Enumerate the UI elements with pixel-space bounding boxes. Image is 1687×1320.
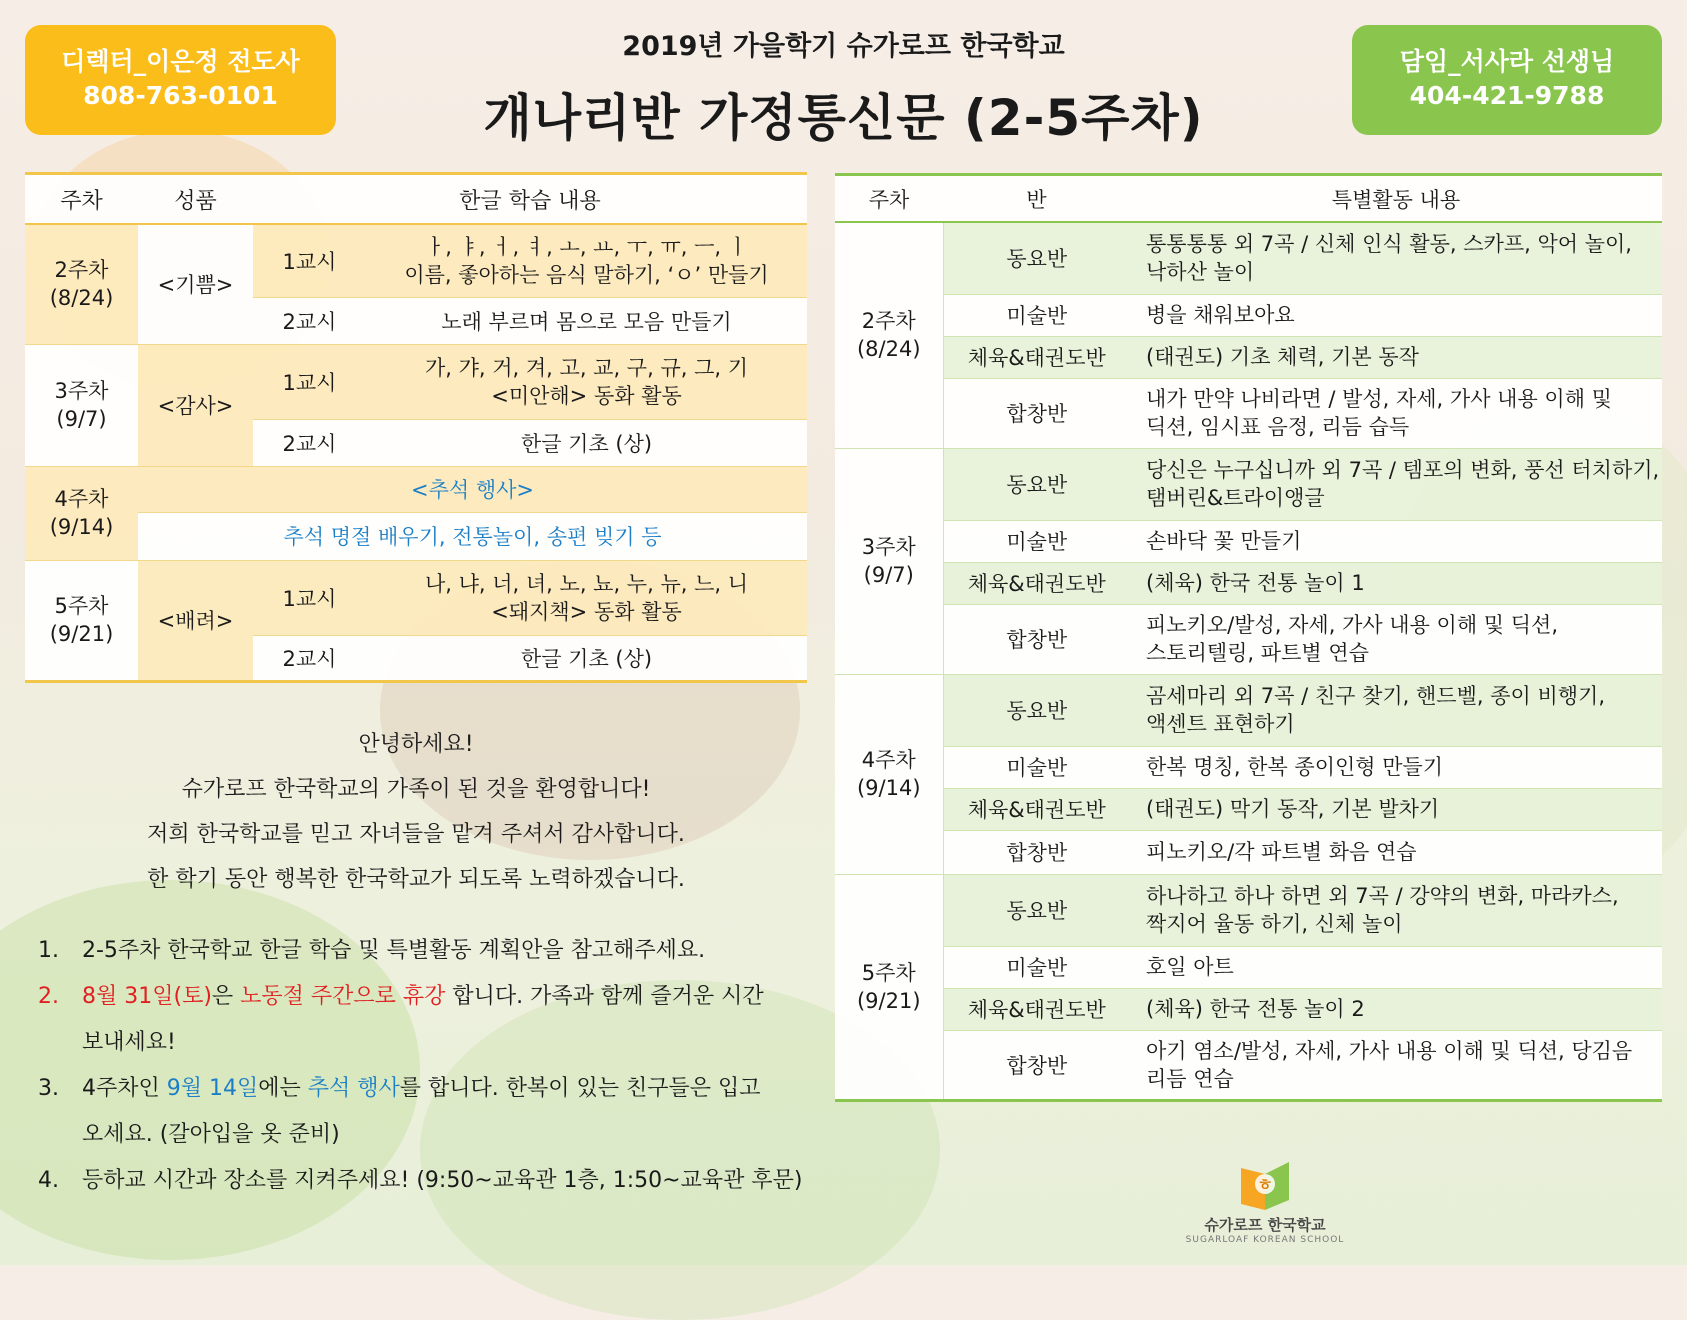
week-cell bbox=[25, 224, 138, 344]
week-date: (8/24) bbox=[49, 286, 114, 311]
notice-item bbox=[38, 1066, 828, 1158]
chuseok-event-desc: 추석 명절 배우기, 전통놀이, 송편 빚기 등 bbox=[138, 512, 807, 560]
activity-content bbox=[1130, 604, 1662, 674]
week-cell bbox=[835, 874, 943, 1100]
period-label: 1교시 bbox=[253, 560, 366, 635]
teacher-phone: 404-421-9788 bbox=[1409, 81, 1605, 110]
notice-text: 에는 bbox=[258, 1076, 308, 1101]
class-name: 미술반 bbox=[943, 520, 1130, 562]
notice-date: 8월 31일(토) bbox=[82, 984, 212, 1009]
header-class: 반 bbox=[943, 175, 1130, 223]
class-name: 체육&태권도반 bbox=[943, 988, 1130, 1030]
activity-line: 한복 명칭, 한복 종이인형 만들기 bbox=[1146, 755, 1444, 779]
activity-line: 피노키오/각 파트별 화음 연습 bbox=[1146, 840, 1417, 864]
week-date: (9/7) bbox=[56, 407, 107, 431]
activity-row bbox=[835, 1030, 1662, 1100]
activity-content bbox=[1130, 448, 1662, 520]
activity-line: 탬버린&트라이앵글 bbox=[1146, 486, 1325, 510]
notice-number: 4. bbox=[38, 1168, 59, 1193]
activity-content bbox=[1130, 874, 1662, 946]
week-date: (9/14) bbox=[49, 515, 114, 539]
activity-row bbox=[835, 378, 1662, 448]
week-label: 5주차 bbox=[861, 960, 916, 985]
week-label: 2주차 bbox=[54, 258, 109, 283]
notice-item bbox=[38, 928, 828, 974]
lesson-content: 노래 부르며 몸으로 모음 만들기 bbox=[366, 297, 807, 344]
school-logo bbox=[1175, 1150, 1355, 1245]
class-name: 미술반 bbox=[943, 946, 1130, 988]
lesson-content bbox=[366, 224, 807, 297]
lesson-line: 가, 갸, 거, 겨, 고, 교, 구, 규, 그, 기 bbox=[424, 355, 748, 380]
activity-line: 손바닥 꽃 만들기 bbox=[1146, 529, 1302, 553]
activity-content bbox=[1130, 988, 1662, 1030]
greeting-line: 저희 한국학교를 믿고 자녀들을 맡겨 주셔서 감사합니다. bbox=[147, 822, 685, 847]
lesson-content: 한글 기초 (상) bbox=[366, 635, 807, 681]
lesson-content bbox=[366, 560, 807, 635]
lesson-line: ㅏ, ㅑ, ㅓ, ㅕ, ㅗ, ㅛ, ㅜ, ㅠ, ㅡ, ㅣ bbox=[424, 234, 748, 259]
notice-text: 를 합니다. 한복이 있는 친구들은 입고 bbox=[399, 1076, 761, 1101]
week-cell bbox=[25, 344, 138, 466]
activity-line: 내가 만약 나비라면 / 발성, 자세, 가사 내용 이해 및 bbox=[1146, 387, 1612, 411]
notice-holiday: 노동절 주간으로 휴강 bbox=[240, 984, 446, 1009]
lesson-content bbox=[366, 344, 807, 419]
greeting-line: 안녕하세요! bbox=[358, 732, 474, 757]
notice-text: 2-5주차 한국학교 한글 학습 및 특별활동 계획안을 참고해주세요. bbox=[82, 938, 706, 963]
activity-line: 피노키오/발성, 자세, 가사 내용 이해 및 딕션, bbox=[1146, 613, 1559, 637]
teacher-name: 담임_서사라 선생님 bbox=[1399, 47, 1615, 76]
activity-content bbox=[1130, 562, 1662, 604]
activity-row bbox=[835, 988, 1662, 1030]
virtue-cell: <감사> bbox=[138, 344, 253, 466]
week-cell bbox=[835, 222, 943, 448]
activity-content bbox=[1130, 830, 1662, 874]
newsletter-subtitle: 2019년 가을학기 슈가로프 한국학교 bbox=[622, 31, 1065, 62]
activity-line: 아기 염소/발성, 자세, 가사 내용 이해 및 딕션, 당김음 bbox=[1146, 1038, 1633, 1063]
activity-line: (태권도) 막기 동작, 기본 발차기 bbox=[1146, 797, 1440, 821]
lesson-line: 이름, 좋아하는 음식 말하기, ‘ㅇ’ 만들기 bbox=[404, 262, 769, 287]
activity-content bbox=[1130, 1030, 1662, 1100]
week-date: (9/21) bbox=[856, 988, 921, 1013]
class-name: 체육&태권도반 bbox=[943, 788, 1130, 830]
activity-content bbox=[1130, 222, 1662, 294]
period-label: 2교시 bbox=[253, 297, 366, 344]
header-activity-content: 특별활동 내용 bbox=[1130, 175, 1662, 223]
week-label: 3주차 bbox=[861, 535, 916, 559]
notice-list bbox=[38, 928, 828, 1204]
hangul-learning-table bbox=[25, 172, 807, 683]
class-name: 합창반 bbox=[943, 604, 1130, 674]
class-name: 합창반 bbox=[943, 1030, 1130, 1100]
period-label: 1교시 bbox=[253, 224, 366, 297]
week-label: 4주차 bbox=[861, 748, 916, 772]
activity-content bbox=[1130, 520, 1662, 562]
book-logo-icon bbox=[1235, 1150, 1295, 1212]
class-name: 동요반 bbox=[943, 448, 1130, 520]
activity-line: (체육) 한국 전통 놀이 1 bbox=[1146, 571, 1365, 595]
activity-content bbox=[1130, 294, 1662, 336]
notice-number: 3. bbox=[38, 1076, 59, 1101]
activity-row bbox=[835, 448, 1662, 520]
activity-line: 스토리텔링, 파트별 연습 bbox=[1146, 641, 1369, 665]
activity-line: 호일 아트 bbox=[1146, 955, 1234, 979]
school-name: 슈가로프 한국학교 bbox=[1204, 1216, 1326, 1234]
activity-row bbox=[835, 336, 1662, 378]
notice-text: 오세요. (갈아입을 옷 준비) bbox=[82, 1122, 340, 1147]
newsletter-title: 개나리반 가정통신문 (2-5주차) bbox=[483, 89, 1204, 147]
week-cell bbox=[835, 674, 943, 874]
director-name: 디렉터_이은정 전도사 bbox=[61, 47, 300, 76]
activity-row bbox=[835, 788, 1662, 830]
activity-line: 하나하고 하나 하면 외 7곡 / 강약의 변화, 마라카스, bbox=[1146, 884, 1619, 908]
activity-line: 액센트 표현하기 bbox=[1146, 712, 1295, 736]
activity-content bbox=[1130, 746, 1662, 788]
week-cell bbox=[25, 466, 138, 560]
activity-line: 곰세마리 외 7곡 / 친구 찾기, 핸드벨, 종이 비행기, bbox=[1146, 684, 1606, 708]
director-phone: 808-763-0101 bbox=[83, 81, 278, 110]
class-name: 동요반 bbox=[943, 674, 1130, 746]
school-name-en: SUGARLOAF KOREAN SCHOOL bbox=[1185, 1235, 1345, 1245]
class-name: 체육&태권도반 bbox=[943, 336, 1130, 378]
lesson-line: <미안해> 동화 활동 bbox=[491, 383, 682, 408]
activity-content bbox=[1130, 378, 1662, 448]
week-date: (9/21) bbox=[49, 622, 114, 646]
activity-row bbox=[835, 222, 1662, 294]
week-date: (9/14) bbox=[856, 776, 921, 800]
week-label: 5주차 bbox=[54, 594, 109, 618]
virtue-cell: <기쁨> bbox=[138, 224, 253, 344]
activity-rows bbox=[835, 222, 1662, 1100]
class-name: 합창반 bbox=[943, 830, 1130, 874]
period-label: 1교시 bbox=[253, 344, 366, 419]
notice-event: 추석 행사 bbox=[307, 1076, 400, 1101]
notice-text: 은 bbox=[211, 984, 241, 1009]
lesson-line: <돼지책> 동화 활동 bbox=[491, 599, 682, 624]
notice-date: 9월 14일 bbox=[166, 1076, 259, 1101]
activity-content bbox=[1130, 336, 1662, 378]
activity-line: 짝지어 율동 하기, 신체 놀이 bbox=[1146, 912, 1403, 936]
header-week: 주차 bbox=[835, 175, 943, 223]
class-name: 동요반 bbox=[943, 874, 1130, 946]
activity-row bbox=[835, 520, 1662, 562]
activity-content bbox=[1130, 946, 1662, 988]
class-name: 미술반 bbox=[943, 294, 1130, 336]
virtue-cell: <배려> bbox=[138, 560, 253, 681]
activity-row bbox=[835, 674, 1662, 746]
period-label: 2교시 bbox=[253, 635, 366, 681]
activity-line: 낙하산 놀이 bbox=[1146, 260, 1255, 285]
week-label: 2주차 bbox=[861, 309, 916, 334]
notice-number: 2. bbox=[38, 984, 59, 1009]
activity-row bbox=[835, 746, 1662, 788]
notice-text: 보내세요! bbox=[82, 1030, 176, 1055]
week-date: (8/24) bbox=[856, 337, 921, 362]
period-label: 2교시 bbox=[253, 419, 366, 466]
header-hangul-content: 한글 학습 내용 bbox=[253, 174, 807, 225]
class-name: 합창반 bbox=[943, 378, 1130, 448]
activity-row bbox=[835, 604, 1662, 674]
greeting-message bbox=[25, 722, 807, 902]
greeting-line: 한 학기 동안 행복한 한국학교가 되도록 노력하겠습니다. bbox=[147, 867, 685, 892]
lesson-content: 한글 기초 (상) bbox=[366, 419, 807, 466]
activity-line: 통통통통 외 7곡 / 신체 인식 활동, 스카프, 악어 놀이, bbox=[1146, 232, 1632, 257]
activity-line: 병을 채워보아요 bbox=[1146, 303, 1295, 327]
week-label: 3주차 bbox=[54, 379, 109, 403]
activity-line: 딕션, 임시표 음정, 리듬 습득 bbox=[1146, 415, 1410, 439]
header-week: 주차 bbox=[25, 174, 138, 225]
activity-line: (체육) 한국 전통 놀이 2 bbox=[1146, 997, 1365, 1021]
notice-text: 4주차인 bbox=[82, 1076, 167, 1101]
class-name: 체육&태권도반 bbox=[943, 562, 1130, 604]
activity-content bbox=[1130, 674, 1662, 746]
week-cell bbox=[835, 448, 943, 674]
class-name: 동요반 bbox=[943, 222, 1130, 294]
notice-item bbox=[38, 1158, 828, 1204]
week-date: (9/7) bbox=[863, 563, 914, 587]
notice-text: 등하교 시간과 장소를 지켜주세요! (9:50~교육관 1층, 1:50~교육관 후문) bbox=[82, 1168, 803, 1193]
special-activity-table bbox=[835, 173, 1662, 1102]
class-name: 미술반 bbox=[943, 746, 1130, 788]
activity-row bbox=[835, 946, 1662, 988]
activity-line: (태권도) 기초 체력, 기본 동작 bbox=[1146, 345, 1419, 369]
activity-content bbox=[1130, 788, 1662, 830]
header-virtue: 성품 bbox=[138, 174, 253, 225]
notice-text: 합니다. 가족과 함께 즐거운 시간 bbox=[445, 984, 764, 1009]
chuseok-event-title: <추석 행사> bbox=[138, 466, 807, 512]
notice-number: 1. bbox=[38, 938, 59, 963]
activity-row bbox=[835, 294, 1662, 336]
lesson-line: 나, 냐, 너, 녀, 노, 뇨, 누, 뉴, 느, 니 bbox=[424, 571, 748, 596]
greeting-line: 슈가로프 한국학교의 가족이 된 것을 환영합니다! bbox=[181, 777, 651, 802]
notice-item bbox=[38, 974, 828, 1066]
activity-line: 당신은 누구십니까 외 7곡 / 템포의 변화, 풍선 터치하기, bbox=[1146, 458, 1660, 482]
week-label: 4주차 bbox=[54, 487, 109, 511]
logo-glyph: ㅎ bbox=[1257, 1175, 1273, 1194]
activity-row bbox=[835, 830, 1662, 874]
activity-line: 리듬 연습 bbox=[1146, 1066, 1234, 1091]
activity-row bbox=[835, 874, 1662, 946]
week-cell bbox=[25, 560, 138, 681]
activity-row bbox=[835, 562, 1662, 604]
